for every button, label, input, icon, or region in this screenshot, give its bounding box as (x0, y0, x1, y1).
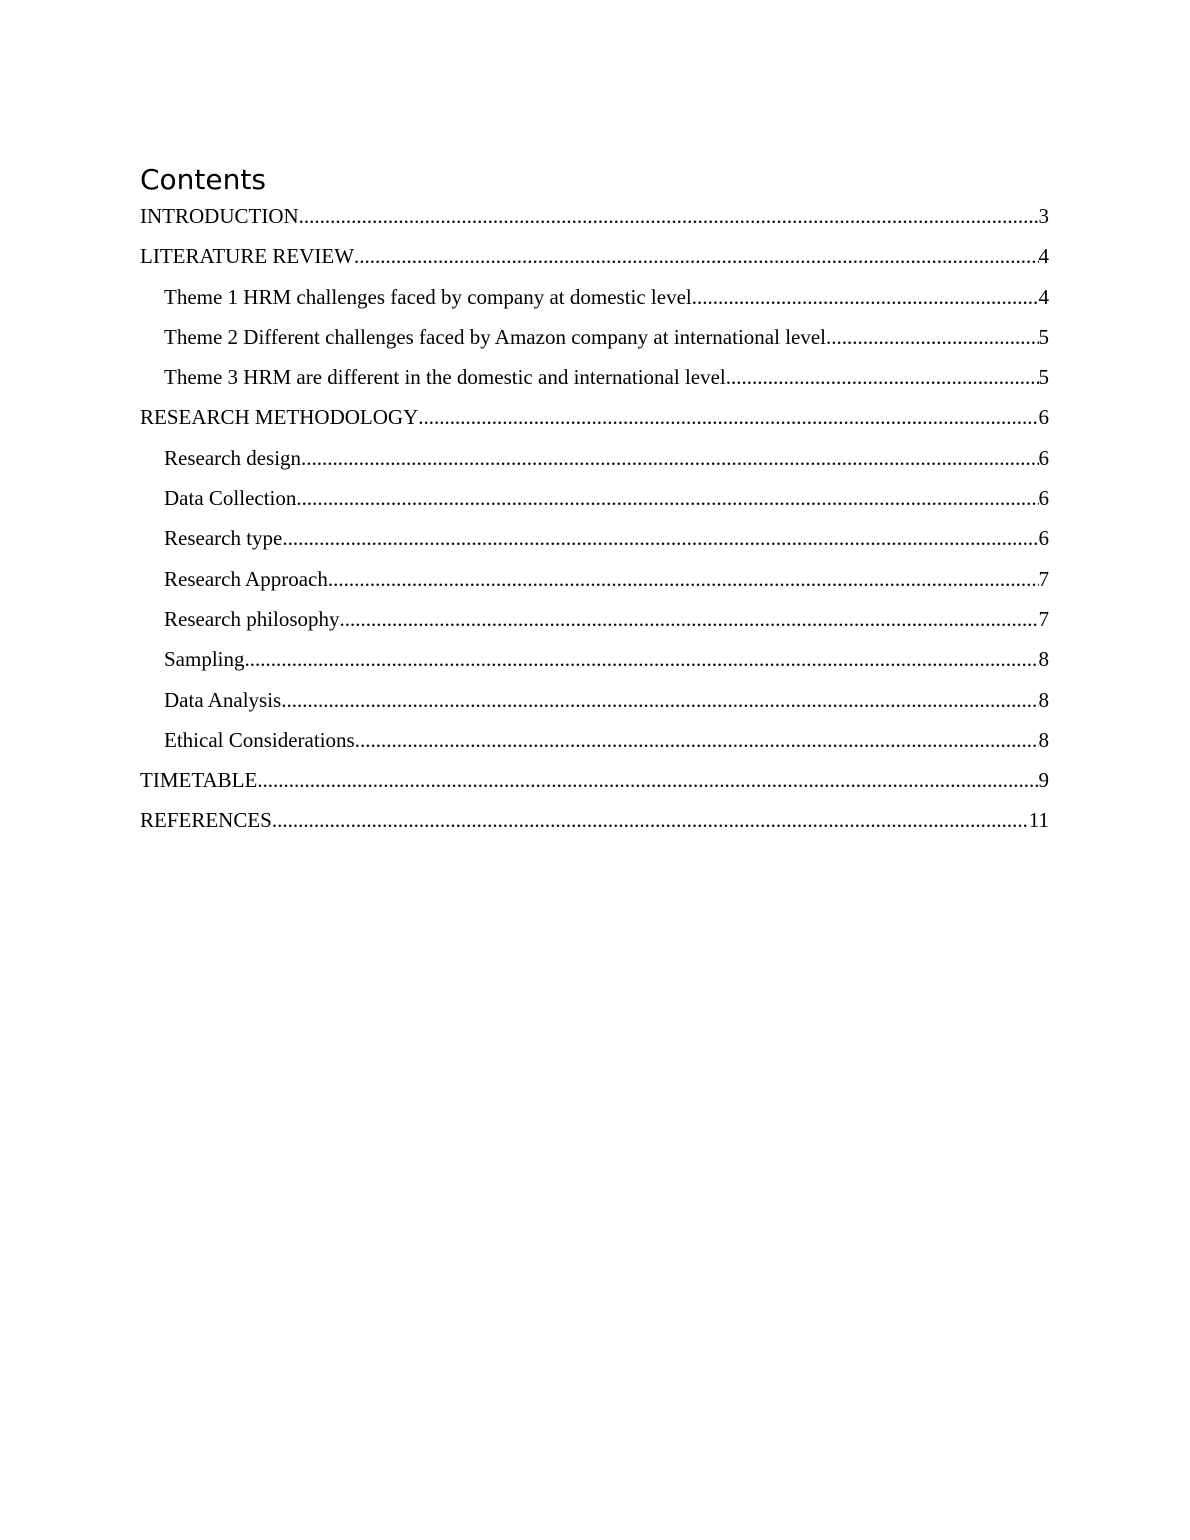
toc-entry-label: Research Approach (164, 566, 328, 591)
toc-entry-label: REFERENCES (140, 808, 272, 833)
toc-entry-page: 4 (1038, 284, 1049, 309)
toc-entry-page: 6 (1038, 405, 1049, 430)
toc-leader-dots (296, 483, 1038, 513)
toc-leader-dots (355, 725, 1039, 755)
toc-entry-label: Research design (164, 445, 302, 470)
toc-entry-label: Sampling (164, 647, 245, 672)
toc-leader-dots (301, 443, 1038, 473)
toc-entry-research-methodology[interactable] (140, 402, 1049, 442)
toc-entry-page: 3 (1038, 204, 1049, 228)
toc-entry-page: 6 (1038, 445, 1049, 470)
toc-entry-research-approach[interactable] (140, 564, 1049, 604)
toc-entry-theme-3[interactable] (140, 362, 1049, 402)
toc-entry-page: 6 (1038, 486, 1049, 511)
table-of-contents (140, 201, 1049, 846)
toc-entry-sampling[interactable] (140, 644, 1049, 684)
toc-entry-data-collection[interactable] (140, 483, 1049, 523)
toc-leader-dots (299, 201, 1039, 231)
toc-entry-label: RESEARCH METHODOLOGY (140, 405, 419, 430)
toc-entry-page: 8 (1038, 687, 1049, 712)
toc-entry-research-philosophy[interactable] (140, 604, 1049, 644)
toc-entry-label: Theme 2 Different challenges faced by Amazon company at international level (164, 324, 827, 349)
toc-entry-page: 9 (1038, 768, 1049, 793)
toc-entry-introduction[interactable] (140, 201, 1049, 241)
toc-entry-theme-1[interactable] (140, 282, 1049, 322)
toc-leader-dots (726, 362, 1039, 392)
toc-entry-timetable[interactable] (140, 765, 1049, 805)
toc-leader-dots (328, 564, 1039, 594)
toc-leader-dots (281, 685, 1038, 715)
toc-leader-dots (826, 322, 1038, 352)
toc-leader-dots (354, 241, 1038, 271)
toc-entry-page: 8 (1038, 727, 1049, 752)
toc-entry-research-type[interactable] (140, 523, 1049, 563)
toc-entry-page: 5 (1038, 365, 1049, 390)
toc-entry-label: TIMETABLE (140, 768, 258, 793)
toc-entry-label: Data Collection (164, 486, 297, 511)
toc-entry-page: 5 (1038, 324, 1049, 349)
toc-entry-literature-review[interactable] (140, 241, 1049, 281)
toc-entry-theme-2[interactable] (140, 322, 1049, 362)
toc-leader-dots (245, 644, 1039, 674)
toc-entry-label: Research philosophy (164, 606, 340, 631)
toc-entry-page: 6 (1038, 526, 1049, 551)
toc-entry-label: Data Analysis (164, 687, 282, 712)
toc-entry-ethical-considerations[interactable] (140, 725, 1049, 765)
toc-leader-dots (282, 523, 1038, 553)
toc-leader-dots (340, 604, 1039, 634)
toc-entry-label: INTRODUCTION (140, 204, 299, 228)
toc-entry-page: 7 (1038, 566, 1049, 591)
toc-entry-label: Theme 3 HRM are different in the domestic and international level (164, 365, 726, 390)
toc-entry-label: Ethical Considerations (164, 727, 355, 752)
toc-entry-page: 7 (1038, 606, 1049, 631)
toc-entry-label: Research type (164, 526, 283, 551)
toc-entry-label: LITERATURE REVIEW (140, 244, 355, 269)
toc-entry-data-analysis[interactable] (140, 685, 1049, 725)
toc-leader-dots (257, 765, 1038, 795)
toc-entry-page: 11 (1028, 808, 1049, 833)
toc-entry-page: 8 (1038, 647, 1049, 672)
toc-entry-references[interactable] (140, 805, 1049, 845)
toc-leader-dots (272, 805, 1029, 835)
toc-entry-research-design[interactable] (140, 443, 1049, 483)
toc-entry-label: Theme 1 HRM challenges faced by company at domestic level (164, 284, 692, 309)
toc-leader-dots (692, 282, 1039, 312)
toc-title: Contents (140, 163, 266, 196)
toc-entry-page: 4 (1038, 244, 1049, 269)
toc-leader-dots (418, 402, 1038, 432)
